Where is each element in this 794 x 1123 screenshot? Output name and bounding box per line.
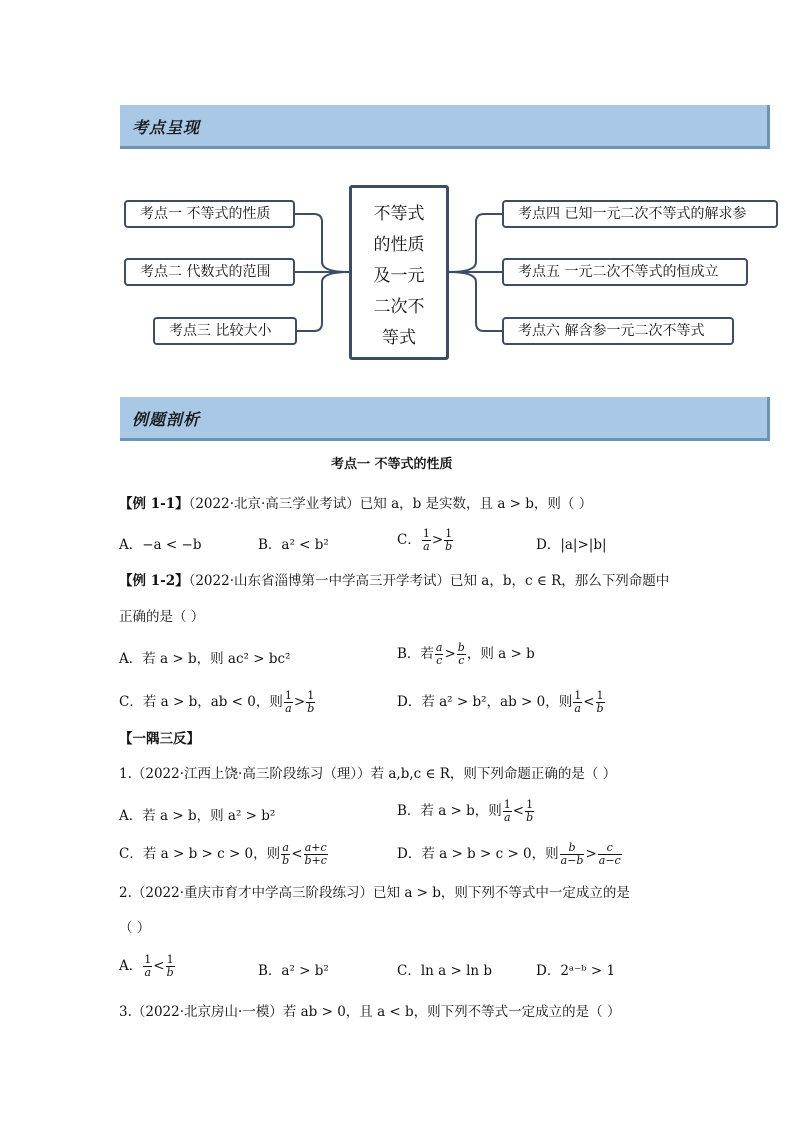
mindmap-node-left-3 — [153, 317, 297, 345]
denominator: b — [445, 540, 453, 553]
question-1-stem: 1.（2022·江西上饶·高三阶段练习（理））若 a,b,c ∈ R，则下列命题正确的是（ ） — [119, 766, 617, 782]
option-prefix: C．若 a > b，ab < 0，则 — [119, 694, 283, 710]
operator: > — [585, 846, 597, 862]
option-c — [397, 528, 454, 553]
option-a: A．若 a > b，则 a² > b² — [119, 808, 276, 824]
practice-label: 【一隅三反】 — [119, 731, 200, 747]
option-b — [397, 799, 535, 824]
denominator: a−b — [560, 854, 584, 867]
denominator: b — [596, 702, 604, 715]
section-banner-examples — [120, 397, 770, 441]
fraction — [306, 690, 315, 715]
example-label: 【例 1-1】 — [119, 496, 189, 512]
question-2-stem-cont: （ ） — [119, 920, 151, 936]
option-prefix: A． — [119, 958, 143, 974]
option-d — [397, 842, 623, 867]
node-label: 考点一 不等式的性质 — [140, 206, 271, 222]
mindmap-node-left-1 — [124, 200, 295, 228]
node-label: 考点四 已知一元二次不等式的解求参 — [518, 206, 747, 222]
center-line: 等式 — [382, 328, 416, 348]
denominator: b+c — [304, 854, 327, 867]
option-prefix: D．若 a > b > c > 0，则 — [397, 846, 559, 862]
topic-title: 考点一 不等式的性质 — [331, 457, 453, 472]
option-prefix: B．若 — [397, 646, 434, 662]
denominator: a — [423, 540, 430, 553]
center-line: 的性质 — [373, 235, 425, 255]
option-c — [119, 842, 329, 867]
numerator: b — [560, 842, 585, 855]
option-b: B．a² > b² — [258, 963, 329, 979]
fraction — [525, 799, 534, 824]
fraction — [503, 799, 512, 824]
fraction — [457, 642, 466, 667]
fraction — [598, 842, 622, 867]
denominator: c — [436, 654, 443, 667]
denominator: b — [526, 811, 534, 824]
option-d — [397, 690, 606, 715]
node-label: 考点五 一元二次不等式的恒成立 — [518, 264, 719, 280]
numerator: a — [282, 841, 289, 854]
numerator: 1 — [422, 527, 430, 540]
mindmap-node-right-6 — [502, 317, 734, 345]
option-d: D．2ᵃ⁻ᵇ > 1 — [536, 963, 616, 979]
numerator: 1 — [574, 689, 582, 702]
mindmap-node-right-5 — [502, 258, 748, 286]
option-c — [119, 690, 316, 715]
center-line: 二次不 — [373, 297, 425, 317]
numerator: 1 — [307, 689, 315, 702]
fraction — [444, 528, 453, 553]
numerator: a — [435, 641, 443, 654]
numerator: 1 — [596, 689, 604, 702]
denominator: a — [574, 702, 581, 715]
operator: > — [293, 694, 306, 710]
denominator: a−c — [598, 854, 621, 867]
section-title: 考点呈现 — [132, 118, 201, 137]
operator: < — [583, 694, 595, 710]
fraction — [435, 642, 444, 667]
example-1-1-stem — [119, 495, 592, 513]
numerator: 1 — [166, 953, 174, 966]
operator: > — [431, 532, 444, 548]
numerator: 1 — [526, 798, 534, 811]
numerator: 1 — [144, 953, 152, 966]
fraction — [560, 842, 585, 867]
node-label: 考点三 比较大小 — [169, 323, 272, 339]
fraction — [281, 842, 290, 867]
option-prefix: B．若 a > b，则 — [397, 803, 502, 819]
question-text: （2022·北京·高三学业考试）已知 a，b 是实数，且 a > b，则（ ） — [188, 496, 593, 512]
option-prefix: C．若 a > b > c > 0，则 — [119, 846, 281, 862]
denominator: b — [282, 854, 290, 867]
numerator: 1 — [284, 689, 292, 702]
option-d: D．|a|>|b| — [536, 537, 607, 553]
option-b: B．a² < b² — [258, 537, 329, 553]
node-label: 考点二 代数式的范围 — [140, 264, 271, 280]
node-label: 考点六 解含参一元二次不等式 — [518, 323, 705, 339]
connector-right-bottom — [449, 272, 503, 331]
connector-right-top — [449, 214, 503, 272]
denominator: c — [458, 654, 465, 667]
option-suffix: ，则 a > b — [466, 646, 535, 662]
center-line: 不等式 — [373, 204, 425, 224]
connector-left-bottom — [296, 272, 349, 331]
denominator: b — [166, 966, 174, 979]
example-label: 【例 1-2】 — [119, 573, 189, 589]
center-line: 及一元 — [373, 266, 425, 286]
option-prefix: C． — [397, 532, 421, 548]
connector-left-top — [294, 214, 349, 272]
mindmap-center-node — [349, 185, 449, 360]
fraction — [304, 842, 328, 867]
numerator: 1 — [503, 798, 511, 811]
numerator: a+c — [304, 841, 327, 854]
denominator: a — [144, 966, 152, 979]
operator: > — [444, 646, 456, 662]
numerator: 1 — [445, 527, 453, 540]
operator: < — [153, 958, 165, 974]
operator: < — [512, 803, 525, 819]
option-a — [119, 954, 176, 979]
fraction — [284, 690, 293, 715]
option-b — [397, 642, 535, 667]
mindmap-node-left-2 — [124, 258, 295, 286]
option-a: A．若 a > b，则 ac² > bc² — [119, 651, 291, 667]
numerator: b — [457, 641, 465, 654]
option-a: A．−a < −b — [119, 537, 202, 553]
question-2-stem: 2.（2022·重庆市育才中学高三阶段练习）已知 a > b，则下列不等式中一定成立的是 — [119, 885, 630, 901]
fraction — [573, 690, 582, 715]
example-1-2-stem — [119, 572, 669, 590]
numerator: c — [598, 842, 622, 855]
denominator: a — [504, 811, 511, 824]
operator: < — [291, 846, 303, 862]
question-3-stem: 3.（2022·北京房山·一模）若 ab > 0，且 a < b，则下列不等式一定成立的是（ ） — [119, 1004, 621, 1020]
option-c: C．ln a > ln b — [397, 963, 493, 979]
denominator: b — [307, 702, 315, 715]
mindmap-node-right-4 — [502, 200, 778, 228]
fraction — [143, 954, 152, 979]
question-text: （2022·山东省淄博第一中学高三开学考试）已知 a，b，c ∈ R，那么下列命题中 — [188, 573, 670, 589]
example-1-2-stem-cont: 正确的是（ ） — [119, 609, 205, 625]
option-prefix: D．若 a² > b²，ab > 0，则 — [397, 694, 573, 710]
fraction — [596, 690, 605, 715]
denominator: a — [285, 702, 292, 715]
fraction — [166, 954, 175, 979]
section-title: 例题剖析 — [132, 410, 201, 429]
fraction — [422, 528, 431, 553]
